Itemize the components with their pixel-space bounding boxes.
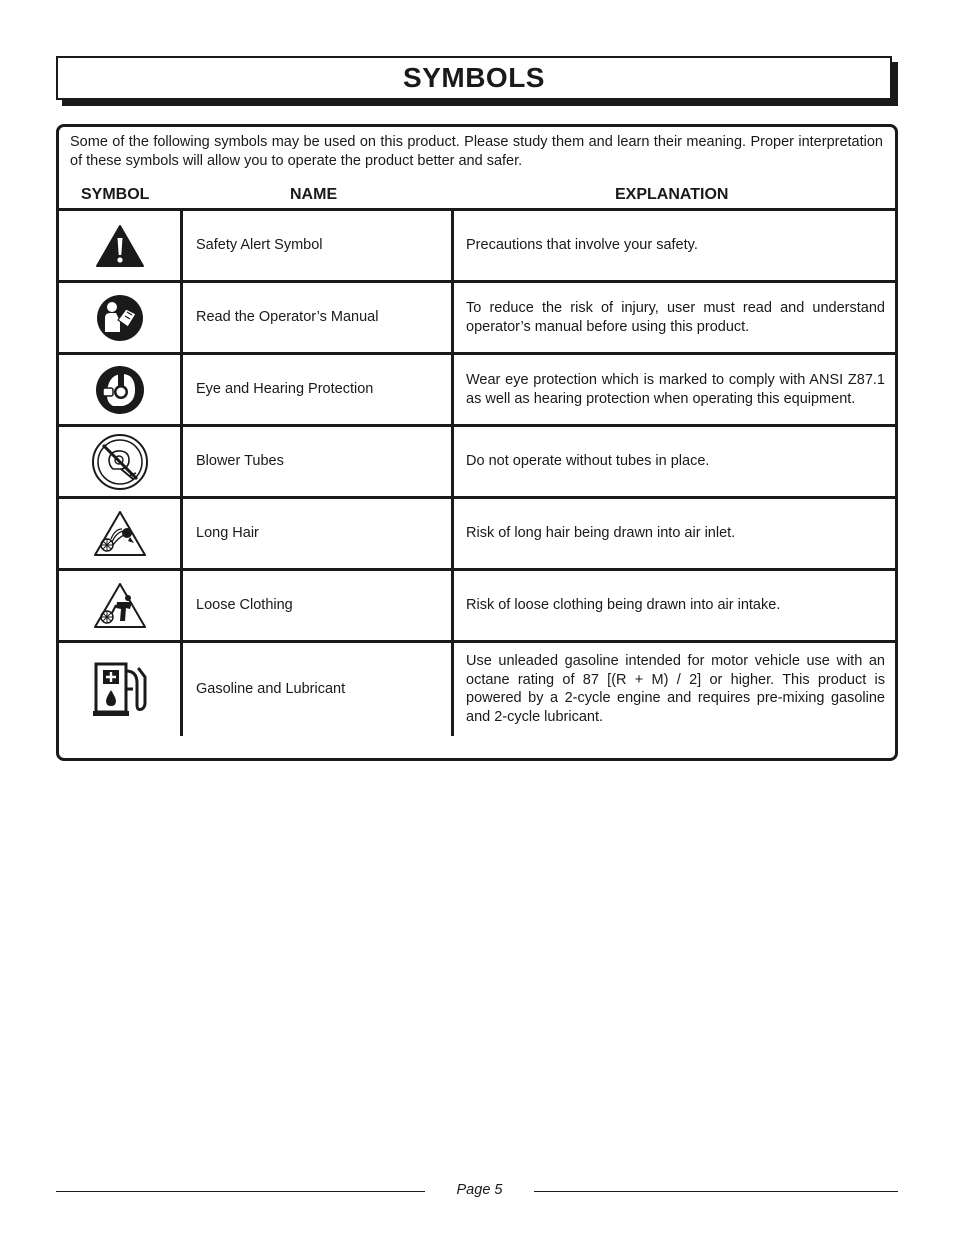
symbol-cell xyxy=(59,642,182,736)
symbols-table xyxy=(59,208,895,736)
table-row xyxy=(59,426,895,498)
symbol-explanation: Risk of long hair being drawn into air inlet. xyxy=(453,498,896,570)
gasoline-pump-icon xyxy=(91,659,149,719)
symbol-explanation: Do not operate without tubes in place. xyxy=(453,426,896,498)
symbol-name: Gasoline and Lubricant xyxy=(182,642,453,736)
read-manual-icon xyxy=(96,294,144,342)
symbols-panel xyxy=(56,124,898,761)
table-row xyxy=(59,498,895,570)
symbol-cell xyxy=(59,354,182,426)
symbol-explanation: Use unleaded gasoline intended for motor vehicle use with an octane rating of 87 [(R + M) / 2] or higher. This product is powered by a 2-cycle engine and requires pre-mixing gasoline and 2-cycle lubricant. xyxy=(453,642,896,736)
blower-tubes-icon xyxy=(91,433,149,491)
symbol-name: Eye and Hearing Protection xyxy=(182,354,453,426)
symbol-name: Safety Alert Symbol xyxy=(182,210,453,282)
table-row xyxy=(59,282,895,354)
title-banner xyxy=(56,56,892,100)
symbol-name: Read the Operator’s Manual xyxy=(182,282,453,354)
symbol-explanation: To reduce the risk of injury, user must read and understand operator’s manual before using this product. xyxy=(453,282,896,354)
symbol-name: Blower Tubes xyxy=(182,426,453,498)
symbol-name: Long Hair xyxy=(182,498,453,570)
symbol-cell xyxy=(59,498,182,570)
loose-clothing-icon xyxy=(92,581,148,631)
table-row xyxy=(59,642,895,736)
symbol-cell xyxy=(59,570,182,642)
page-number: Page 5 xyxy=(456,1182,503,1198)
page-title: SYMBOLS xyxy=(403,62,545,93)
header-name: NAME xyxy=(290,186,338,203)
symbol-cell xyxy=(59,426,182,498)
symbol-explanation: Risk of loose clothing being drawn into air intake. xyxy=(453,570,896,642)
table-row xyxy=(59,210,895,282)
intro-text: Some of the following symbols may be used on this product. Please study them and learn their meaning. Proper interpretation of these symbols will allow you to operate the product better and safer. xyxy=(70,134,883,169)
symbol-cell xyxy=(59,282,182,354)
eye-hearing-protection-icon xyxy=(95,365,145,415)
header-symbol: SYMBOL xyxy=(81,186,150,203)
table-row xyxy=(59,354,895,426)
symbol-name: Loose Clothing xyxy=(182,570,453,642)
symbol-cell xyxy=(59,210,182,282)
safety-alert-icon xyxy=(95,224,145,268)
header-explanation: EXPLANATION xyxy=(615,186,729,203)
table-row xyxy=(59,570,895,642)
long-hair-icon xyxy=(92,509,148,559)
footer-rule-left xyxy=(56,1191,425,1192)
symbol-explanation: Precautions that involve your safety. xyxy=(453,210,896,282)
footer-rule-right xyxy=(534,1191,898,1192)
symbol-explanation: Wear eye protection which is marked to comply with ANSI Z87.1 as well as hearing protection when operating this equipment. xyxy=(453,354,896,426)
